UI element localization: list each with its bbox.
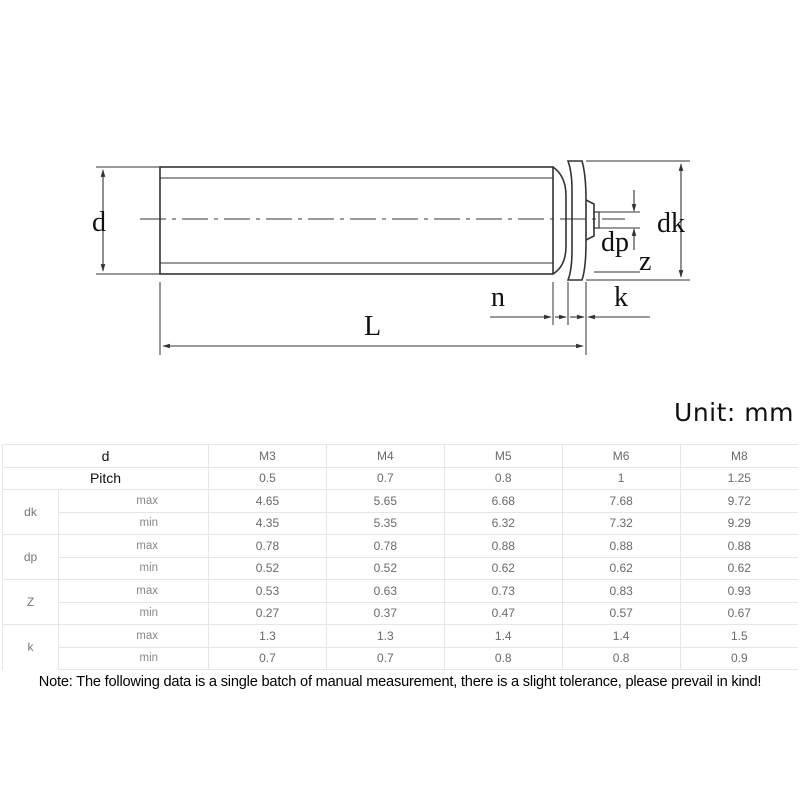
param-label: dk	[3, 490, 59, 535]
table-cell: 0.9	[680, 647, 798, 670]
table-cell: 0.8	[444, 647, 562, 670]
min-label: min	[59, 647, 209, 670]
table-cell: 0.88	[680, 535, 798, 558]
table-row	[3, 647, 799, 670]
table-cell: 1.3	[326, 625, 444, 648]
table-cell: 6.32	[444, 512, 562, 535]
max-label: max	[59, 535, 209, 558]
max-label: max	[59, 625, 209, 648]
unit-label: Unit: mm	[674, 398, 794, 427]
min-label: min	[59, 512, 209, 535]
label-n: n	[491, 282, 505, 313]
size-header: M6	[562, 445, 680, 468]
table-cell: 0.62	[444, 557, 562, 580]
pitch-value: 1	[562, 467, 680, 490]
max-label: max	[59, 580, 209, 603]
table-cell: 0.57	[562, 602, 680, 625]
table-cell: 0.73	[444, 580, 562, 603]
table-cell: 9.29	[680, 512, 798, 535]
table-cell: 4.35	[209, 512, 327, 535]
table-cell: 0.7	[326, 647, 444, 670]
table-cell: 7.32	[562, 512, 680, 535]
stud-head	[568, 161, 586, 280]
table-cell: 0.8	[562, 647, 680, 670]
param-label: dp	[3, 535, 59, 580]
table-cell: 0.47	[444, 602, 562, 625]
label-dk: dk	[657, 208, 685, 239]
label-L: L	[364, 311, 382, 342]
table-cell: 0.53	[209, 580, 327, 603]
min-label: min	[59, 602, 209, 625]
stud-shank	[160, 167, 553, 274]
table-cell: 6.68	[444, 490, 562, 513]
table-row	[3, 490, 799, 513]
weld-tip	[586, 200, 594, 240]
table-cell: 1.5	[680, 625, 798, 648]
table-cell: 0.37	[326, 602, 444, 625]
table-cell: 0.7	[209, 647, 327, 670]
pitch-value: 0.5	[209, 467, 327, 490]
table-cell: 0.62	[680, 557, 798, 580]
table-cell: 9.72	[680, 490, 798, 513]
table-cell: 5.35	[326, 512, 444, 535]
param-label: k	[3, 625, 59, 670]
table-row	[3, 512, 799, 535]
table-cell: 0.93	[680, 580, 798, 603]
table-cell: 1.4	[562, 625, 680, 648]
size-header: M5	[444, 445, 562, 468]
table-cell: 0.27	[209, 602, 327, 625]
label-dp: dp	[601, 227, 629, 258]
table-cell: 7.68	[562, 490, 680, 513]
stud-neck	[553, 167, 566, 274]
table-cell: 0.52	[326, 557, 444, 580]
size-header: M8	[680, 445, 798, 468]
table-cell: 0.88	[444, 535, 562, 558]
table-cell: 0.52	[209, 557, 327, 580]
table-row	[3, 557, 799, 580]
pitch-value: 1.25	[680, 467, 798, 490]
table-cell: 0.67	[680, 602, 798, 625]
table-cell: 4.65	[209, 490, 327, 513]
table-cell: 1.4	[444, 625, 562, 648]
label-d: d	[92, 207, 106, 238]
label-z: z	[639, 246, 652, 277]
spec-table	[2, 444, 798, 670]
table-cell: 0.63	[326, 580, 444, 603]
table-row	[3, 580, 799, 603]
tolerance-note: Note: The following data is a single batch of manual measurement, there is a slight tolerance, please prevail in kind!	[38, 674, 762, 690]
table-cell: 0.83	[562, 580, 680, 603]
table-cell: 0.78	[209, 535, 327, 558]
table-cell: 1.3	[209, 625, 327, 648]
table-row	[3, 535, 799, 558]
table-row	[3, 602, 799, 625]
pitch-value: 0.8	[444, 467, 562, 490]
size-header: M3	[209, 445, 327, 468]
table-row	[3, 625, 799, 648]
table-cell: 0.62	[562, 557, 680, 580]
table-cell: 5.65	[326, 490, 444, 513]
pitch-label: Pitch	[3, 467, 209, 490]
max-label: max	[59, 490, 209, 513]
table-row-pitch	[3, 467, 799, 490]
table-cell: 0.78	[326, 535, 444, 558]
size-header: M4	[326, 445, 444, 468]
label-k: k	[614, 282, 628, 313]
header-d: d	[3, 445, 209, 468]
table-cell: 0.88	[562, 535, 680, 558]
table-header-row	[3, 445, 799, 468]
pitch-value: 0.7	[326, 467, 444, 490]
min-label: min	[59, 557, 209, 580]
param-label: Z	[3, 580, 59, 625]
